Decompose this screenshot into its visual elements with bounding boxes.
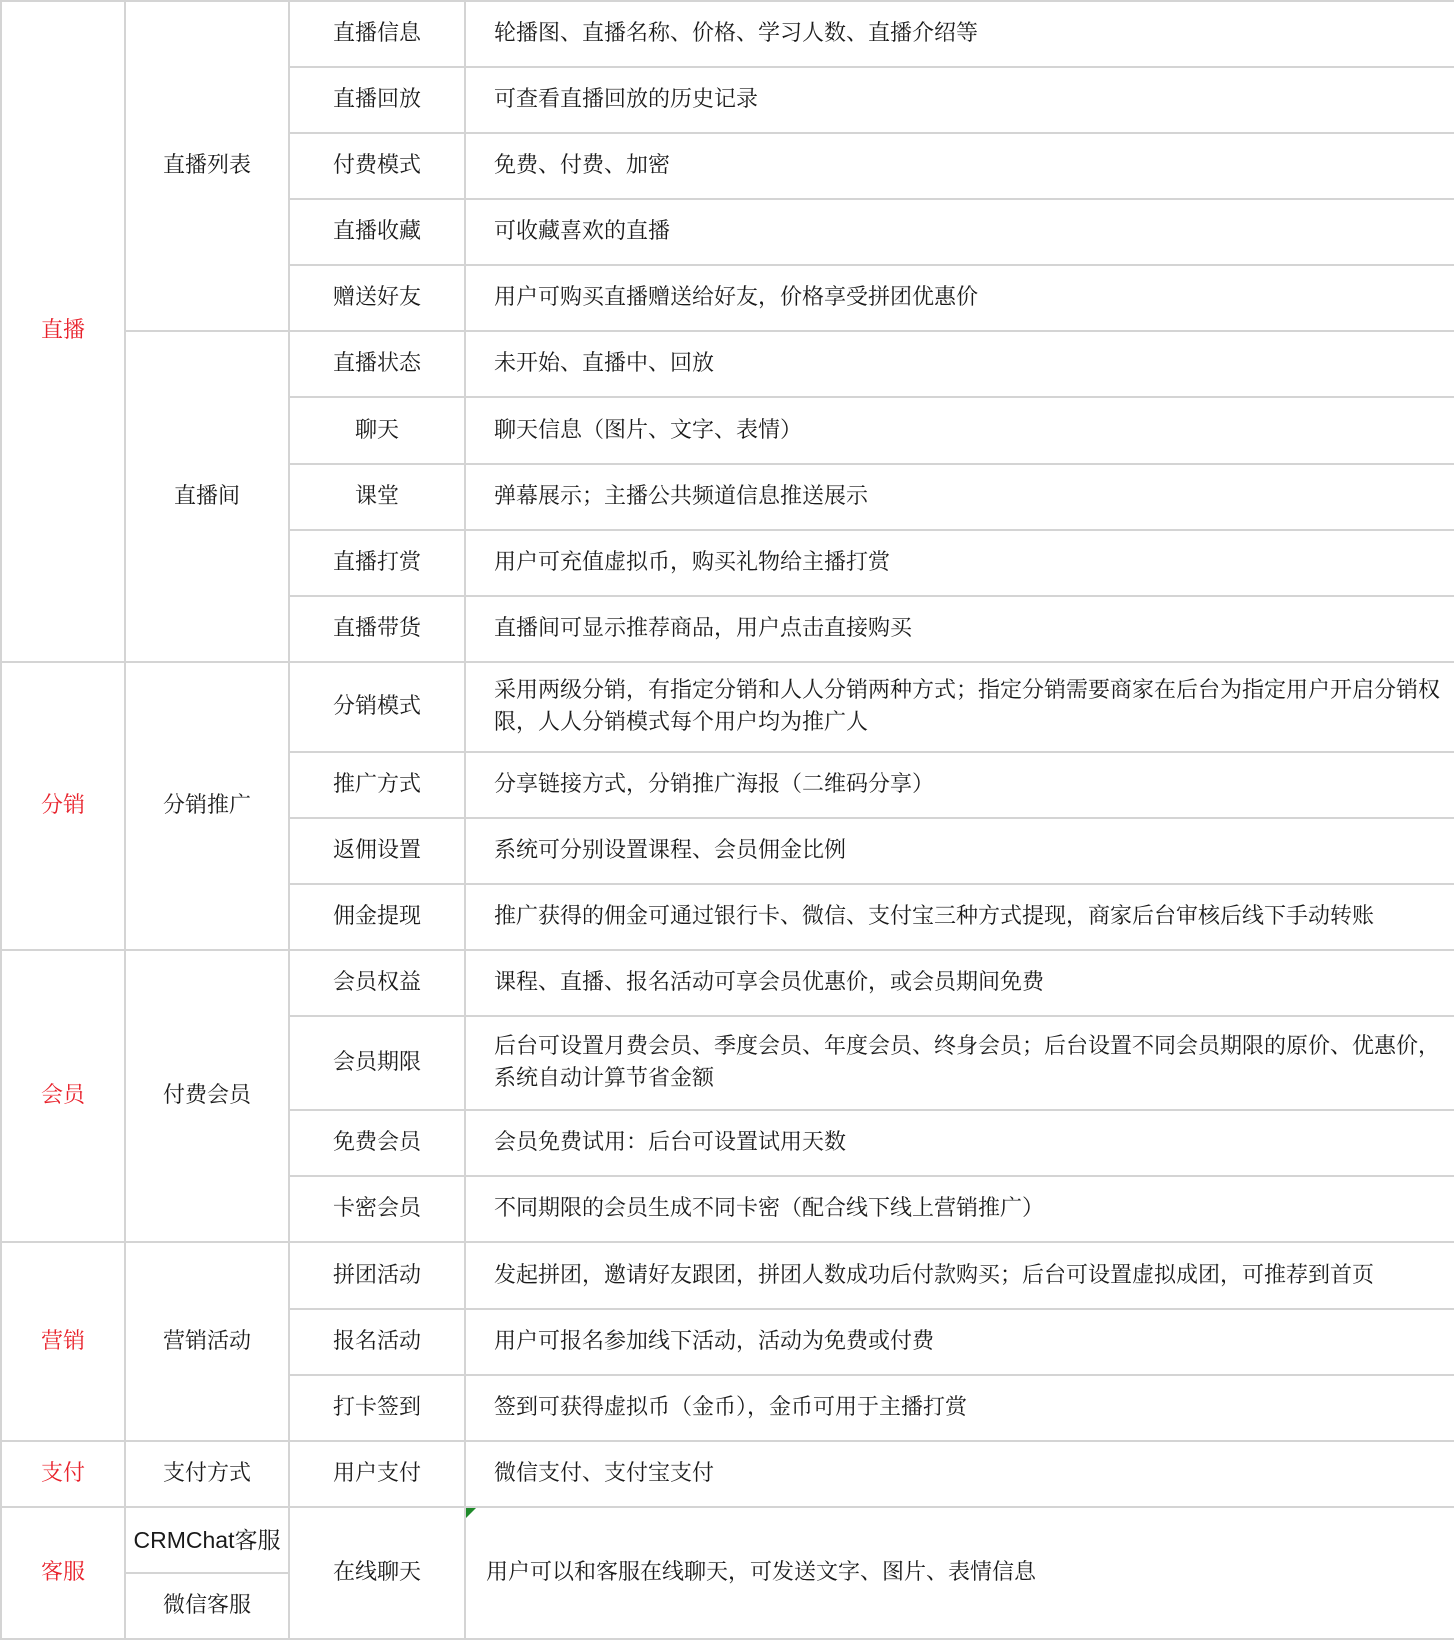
feature-desc: 用户可以和客服在线聊天，可发送文字、图片、表情信息: [486, 1559, 1037, 1585]
feature-name: 分销模式: [289, 662, 465, 752]
feature-name: 打卡签到: [289, 1375, 465, 1441]
feature-desc: 分享链接方式，分销推广海报（二维码分享）: [465, 752, 1454, 818]
category-membership: 会员: [1, 950, 125, 1242]
feature-name: 佣金提现: [289, 884, 465, 950]
feature-desc: 微信支付、支付宝支付: [465, 1441, 1454, 1507]
feature-desc: 课程、直播、报名活动可享会员优惠价，或会员期间免费: [465, 950, 1454, 1016]
feature-name: 在线聊天: [289, 1507, 465, 1639]
feature-desc: 未开始、直播中、回放: [465, 331, 1454, 397]
feature-desc: 会员免费试用：后台可设置试用天数: [465, 1110, 1454, 1176]
feature-name: 直播回放: [289, 67, 465, 133]
feature-desc: 可收藏喜欢的直播: [465, 199, 1454, 265]
feature-name: 直播收藏: [289, 199, 465, 265]
feature-desc: 采用两级分销，有指定分销和人人分销两种方式；指定分销需要商家在后台为指定用户开启分销权限，人人分销模式每个用户均为推广人: [465, 662, 1454, 752]
channel-crmchat: CRMChat客服: [125, 1507, 289, 1573]
category-live: 直播: [1, 1, 125, 662]
category-marketing: 营销: [1, 1242, 125, 1440]
category-payment: 支付: [1, 1441, 125, 1507]
channel-wechat: 微信客服: [125, 1573, 289, 1639]
feature-name: 直播带货: [289, 596, 465, 662]
feature-name: 卡密会员: [289, 1176, 465, 1242]
feature-name: 免费会员: [289, 1110, 465, 1176]
feature-desc: 用户可报名参加线下活动，活动为免费或付费: [465, 1309, 1454, 1375]
feature-desc: 免费、付费、加密: [465, 133, 1454, 199]
feature-desc: 不同期限的会员生成不同卡密（配合线下线上营销推广）: [465, 1176, 1454, 1242]
feature-name: 返佣设置: [289, 818, 465, 884]
group-live-room: 直播间: [125, 331, 289, 661]
feature-name: 付费模式: [289, 133, 465, 199]
group-live-list: 直播列表: [125, 1, 289, 331]
feature-desc: 后台可设置月费会员、季度会员、年度会员、终身会员；后台设置不同会员期限的原价、优惠价，系统自动计算节省金额: [465, 1016, 1454, 1110]
comment-indicator-icon: [466, 1508, 476, 1518]
feature-name: 聊天: [289, 397, 465, 463]
feature-name: 用户支付: [289, 1441, 465, 1507]
group-payment-methods: 支付方式: [125, 1441, 289, 1507]
feature-name: 拼团活动: [289, 1242, 465, 1308]
feature-desc: 轮播图、直播名称、价格、学习人数、直播介绍等: [465, 1, 1454, 67]
feature-desc: 用户可充值虚拟币，购买礼物给主播打赏: [465, 530, 1454, 596]
feature-name: 直播状态: [289, 331, 465, 397]
feature-name: 课堂: [289, 464, 465, 530]
feature-name: 直播信息: [289, 1, 465, 67]
feature-name: 会员期限: [289, 1016, 465, 1110]
feature-name: 会员权益: [289, 950, 465, 1016]
feature-desc: 推广获得的佣金可通过银行卡、微信、支付宝三种方式提现，商家后台审核后线下手动转账: [465, 884, 1454, 950]
group-marketing-activities: 营销活动: [125, 1242, 289, 1440]
feature-desc: 聊天信息（图片、文字、表情）: [465, 397, 1454, 463]
group-distribution-promo: 分销推广: [125, 662, 289, 950]
feature-name: 推广方式: [289, 752, 465, 818]
feature-desc: 直播间可显示推荐商品，用户点击直接购买: [465, 596, 1454, 662]
group-paid-membership: 付费会员: [125, 950, 289, 1242]
feature-desc-cell: [465, 1507, 1454, 1639]
feature-desc: 发起拼团，邀请好友跟团，拼团人数成功后付款购买；后台可设置虚拟成团，可推荐到首页: [465, 1242, 1454, 1308]
feature-desc: 系统可分别设置课程、会员佣金比例: [465, 818, 1454, 884]
category-distribution: 分销: [1, 662, 125, 950]
feature-name: 报名活动: [289, 1309, 465, 1375]
feature-desc: 用户可购买直播赠送给好友，价格享受拼团优惠价: [465, 265, 1454, 331]
category-customer-service: 客服: [1, 1507, 125, 1639]
feature-desc: 弹幕展示；主播公共频道信息推送展示: [465, 464, 1454, 530]
feature-name: 赠送好友: [289, 265, 465, 331]
feature-desc: 可查看直播回放的历史记录: [465, 67, 1454, 133]
feature-desc: 签到可获得虚拟币（金币），金币可用于主播打赏: [465, 1375, 1454, 1441]
feature-name: 直播打赏: [289, 530, 465, 596]
